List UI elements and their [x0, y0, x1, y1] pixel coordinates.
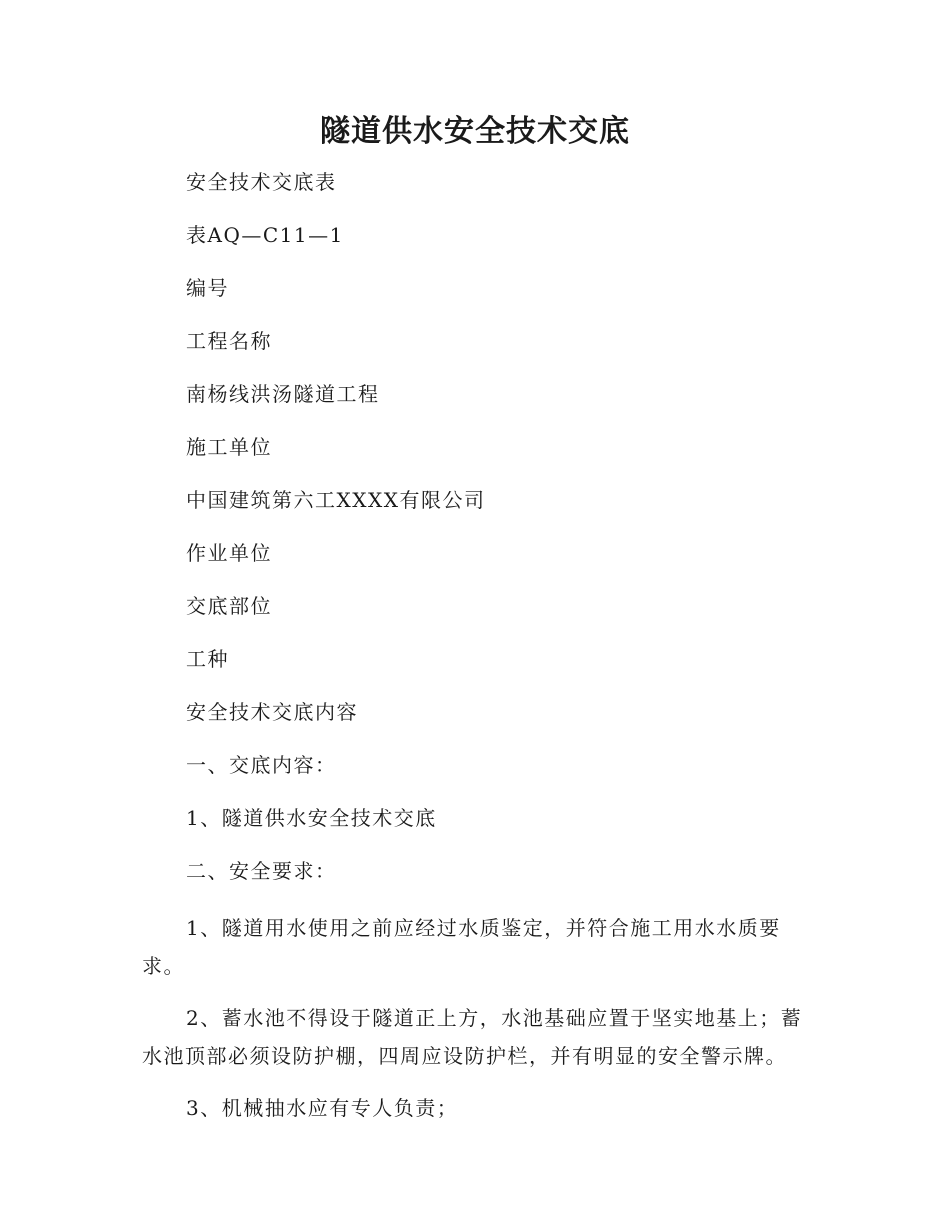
section-one-item: 1、隧道供水安全技术交底: [186, 806, 437, 830]
project-name-label: 工程名称: [186, 329, 272, 353]
operating-unit-label: 作业单位: [186, 541, 272, 565]
requirement-paragraph-2: 2、蓄水池不得设于隧道正上方，水池基础应置于坚实地基上；蓄水池顶部必须设防护棚，四周应设防护栏，并有明显的安全警示牌。: [142, 1006, 803, 1068]
document-title: 隧道供水安全技术交底: [320, 114, 630, 149]
form-number: 表AQ—C11—1: [186, 223, 344, 247]
section-one-heading: 一、交底内容：: [186, 753, 337, 777]
construction-unit-value: 中国建筑第六工XXXX有限公司: [186, 488, 486, 512]
form-heading: 安全技术交底表: [186, 170, 337, 194]
project-name-value: 南杨线洪汤隧道工程: [186, 382, 380, 406]
disclosure-location-label: 交底部位: [186, 594, 272, 618]
section-two-heading: 二、安全要求：: [186, 859, 337, 883]
document-body: [142, 167, 812, 1141]
trade-label: 工种: [186, 647, 229, 671]
serial-number-label: 编号: [186, 276, 229, 300]
disclosure-content-heading: 安全技术交底内容: [186, 700, 358, 724]
construction-unit-label: 施工单位: [186, 435, 272, 459]
requirement-paragraph-1: 1、隧道用水使用之前应经过水质鉴定，并符合施工用水水质要求。: [142, 916, 781, 978]
requirement-paragraph-3: 3、机械抽水应有专人负责；: [186, 1096, 459, 1120]
